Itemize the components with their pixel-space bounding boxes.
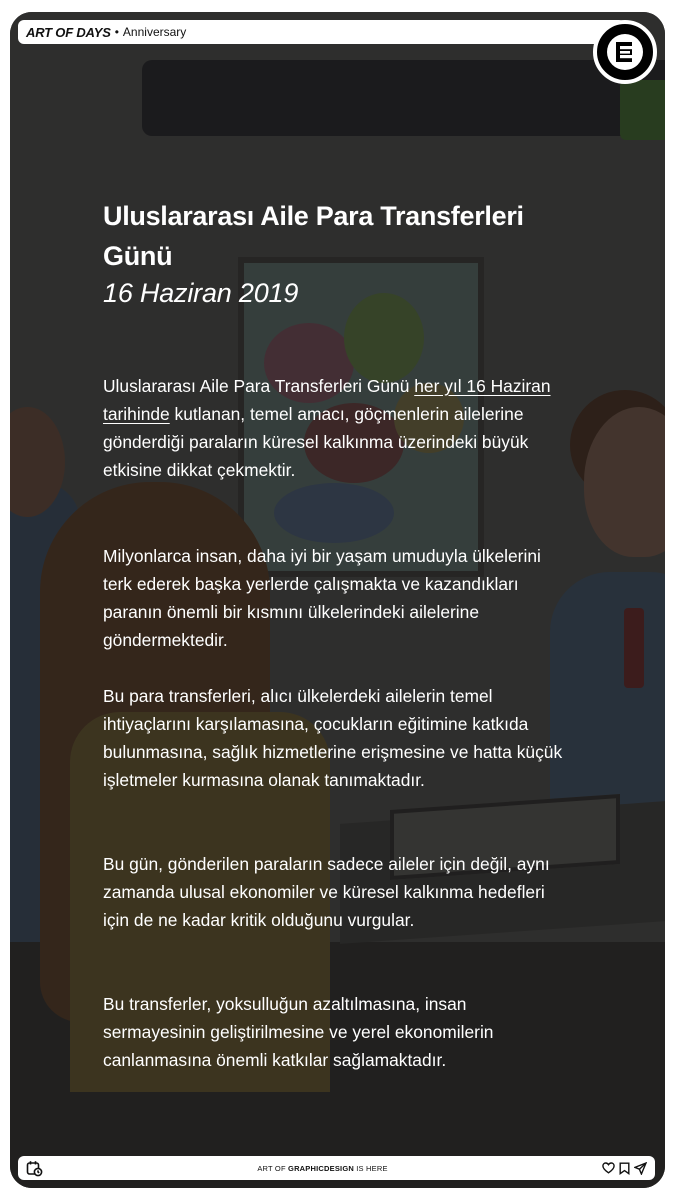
separator-dot: • bbox=[114, 25, 119, 39]
send-icon[interactable] bbox=[634, 1162, 647, 1175]
action-icons bbox=[602, 1162, 647, 1175]
paragraph-1 bbox=[103, 372, 573, 484]
paragraph-5: Bu transferler, yoksulluğun azaltılmasına, insan sermayesinin geliştirilmesine ve yerel ekonomilerin canlanmasına önemli katkılar sağlamaktadır. bbox=[103, 994, 494, 1070]
brand-name: ART OF DAYS bbox=[26, 24, 111, 40]
article-content bbox=[103, 196, 573, 1070]
footer-suffix: IS HERE bbox=[353, 1163, 388, 1173]
bottom-bar bbox=[18, 1156, 655, 1180]
bookmark-icon[interactable] bbox=[619, 1162, 630, 1175]
category-label: Anniversary bbox=[122, 25, 187, 39]
top-bar bbox=[18, 20, 625, 44]
footer-tagline bbox=[257, 1164, 387, 1173]
heart-icon[interactable] bbox=[602, 1162, 615, 1174]
footer-bold: GRAPHICDESIGN bbox=[288, 1163, 354, 1173]
calendar-clock-icon[interactable] bbox=[26, 1160, 43, 1177]
article-title: Uluslararası Aile Para Transferleri Günü bbox=[103, 201, 524, 271]
paragraph-1-start: Uluslararası Aile Para Transferleri Günü bbox=[103, 376, 415, 396]
paragraph-2: Milyonlarca insan, daha iyi bir yaşam umuduyla ülkelerini terk ederek başka yerlerde çalışmakta ve kazandıkları paranın önemli bir kısmını ülkelerindeki ailelerine göndermektedir. bbox=[103, 546, 541, 650]
paragraph-4: Bu gün, gönderilen paraların sadece aileler için değil, aynı zamanda ulusal ekonomiler ve küresel kalkınma hedefleri için de ne kadar kritik olduğunu vurgular. bbox=[103, 854, 550, 930]
brand-logo-icon[interactable] bbox=[593, 20, 657, 84]
paragraph-1-end: kutlanan, temel amacı, göçmenlerin ailelerine gönderdiği paraların küresel kalkınma üzerindeki büyük etkisine dikkat çekmektir. bbox=[103, 404, 529, 480]
paragraph-3: Bu para transferleri, alıcı ülkelerdeki ailelerin temel ihtiyaçlarını karşılamasına, çocukların eğitimine katkıda bulunmasına, sağlık hizmetlerine erişmesine ve hatta küçük işletmeler kurmasına olanak tanımaktadır. bbox=[103, 686, 563, 790]
article-date: 16 Haziran 2019 bbox=[103, 278, 299, 308]
date-link[interactable]: her yıl 16 Haziran tarihinde bbox=[103, 376, 551, 424]
footer-prefix: ART OF bbox=[257, 1163, 289, 1173]
